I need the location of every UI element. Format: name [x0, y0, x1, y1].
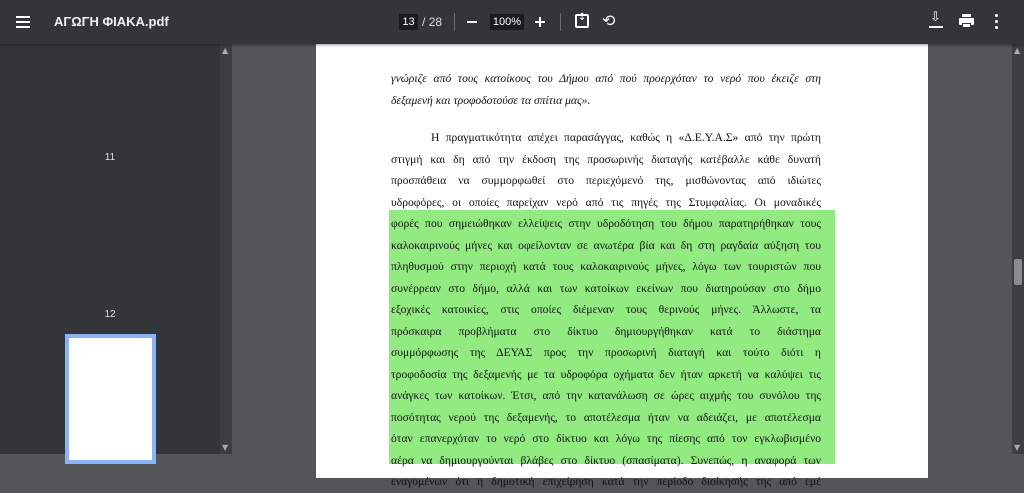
text-block-top: [391, 68, 821, 111]
scroll-up-icon[interactable]: ▲: [222, 46, 229, 55]
page-number-input[interactable]: 13: [399, 14, 418, 30]
text-line: δεξαμενή και τροφοδοτούσε τα σπίτια μας».: [391, 93, 591, 107]
text-line: ποσότητας νερού της δεξαμενής, το αποτέλεσμα ήταν να αδειάζει, με αποτέλεσμα: [391, 410, 821, 424]
toolbar-divider: [560, 13, 561, 31]
more-options-icon[interactable]: [995, 14, 999, 30]
text-line: φορές που σημειώθηκαν ελλείψεις στην υδροδότηση του δήμου παρατηρήθηκαν τους: [391, 217, 821, 230]
text-line: καλοκαιρινούς μήνες και οφείλονταν σε ανωτέρα βία και δη στη ραγδαία αύξηση του: [391, 238, 821, 252]
text-line: πληθυσμού στην περιοχή κατά τους καλοκαιρινούς μήνες, λόγω των τουριστών που: [391, 260, 821, 273]
thumbnail-label-12: 12: [104, 309, 116, 320]
toolbar-divider: [454, 13, 455, 31]
text-line: τροφοδοσία της δεξαμενής με τα υδροφόρα οχήματα δεν ήταν αρκετή να καλύψει τις: [391, 367, 821, 381]
rotate-icon[interactable]: ⟲: [602, 11, 616, 30]
text-line: πρόσκαιρα προβλήματα στο δίκτυο δημιουργήθηκαν κατά το διάστημα: [391, 324, 821, 338]
text-line: αέρα να δημιουργούνται βλάβες στο δίκτυο (σπασίματα). Συνεπώς, η αναφορά των: [391, 453, 821, 467]
thumbnail-sidebar: [0, 44, 220, 454]
page-count: [422, 15, 442, 29]
pdf-viewer: [232, 44, 1012, 488]
text-line: όταν επανερχόταν το νερό στο δίκτυο και λόγω της πίεσης από τον εγκλωβισμένο: [391, 432, 821, 445]
text-line: υδροφόρες, οι οποίες παρείχαν νερό από τις πηγές της Στυμφαλίας. Οι μοναδικές: [391, 195, 821, 209]
scroll-down-icon[interactable]: ▼: [222, 443, 229, 452]
text-line: προσπάθεια να συμμορφωθεί στο περιεχόμενό της, μισθώνοντας από ιδιώτες: [391, 174, 821, 187]
scroll-down-icon[interactable]: ▼: [1014, 443, 1021, 452]
scrollbar-thumb[interactable]: [1014, 259, 1022, 285]
text-line: γνώριζε από τους κατοίκους του Δήμου από πού προερχόταν το νερό που έκειζε στη: [391, 72, 821, 85]
zoom-in-button[interactable]: [533, 15, 547, 29]
scroll-up-icon[interactable]: ▲: [1014, 46, 1021, 55]
text-line: ανάγκες των κατοίκων. Έτσι, από την κατανάλωση σε ώρες αιχμής του συνόλου της: [391, 389, 821, 402]
text-line: Η πραγματικότητα απέχει παρασάγγας, καθώς η «Δ.Ε.Υ.Α.Σ» από την πρώτη: [431, 131, 821, 144]
zoom-level-input[interactable]: 100%: [490, 14, 524, 30]
pdf-page: [316, 38, 928, 488]
thumbnail-label-11: 11: [104, 152, 116, 163]
text-line: στιγμή και δη από την έκδοση της προσωρινής διαταγής κατέβαλλε κάθε δυνατή: [391, 152, 821, 166]
text-line: συνέρρεαν στο δήμο, αλλά και των κατοίκων εκείνων που διατηρούσαν στο δήμο: [391, 281, 821, 295]
text-line: συμμόρφωσης της ΔΕΥΑΣ προς την προσωρινή διαταγή και τούτο διότι η: [391, 346, 821, 359]
text-line: εναγομένων ότι η δημοτική επιχείρηση κατά την περίοδο διοίκησής της από εμέ: [391, 475, 821, 488]
zoom-out-button[interactable]: [467, 21, 477, 23]
menu-icon[interactable]: [14, 12, 34, 32]
text-block-paragraph: [391, 127, 821, 493]
document-title: ΑΓΩΓΗ ΦΙΑΚΑ.pdf: [54, 14, 169, 29]
fit-page-icon[interactable]: [575, 14, 589, 28]
download-icon[interactable]: ⇩: [928, 14, 944, 30]
page-thumbnail-12[interactable]: [65, 334, 156, 464]
sidebar-scrollbar[interactable]: [220, 44, 232, 454]
page-total: 28: [428, 15, 443, 29]
text-line: εξοχικές κατοικίες, στις οποίες διέμεναν τους θερινούς μήνες. Άλλωστε, τα: [391, 303, 821, 316]
main-scrollbar[interactable]: [1012, 44, 1024, 454]
page-separator: /: [422, 15, 426, 29]
toolbar: [0, 0, 1024, 44]
print-icon[interactable]: [959, 14, 974, 28]
